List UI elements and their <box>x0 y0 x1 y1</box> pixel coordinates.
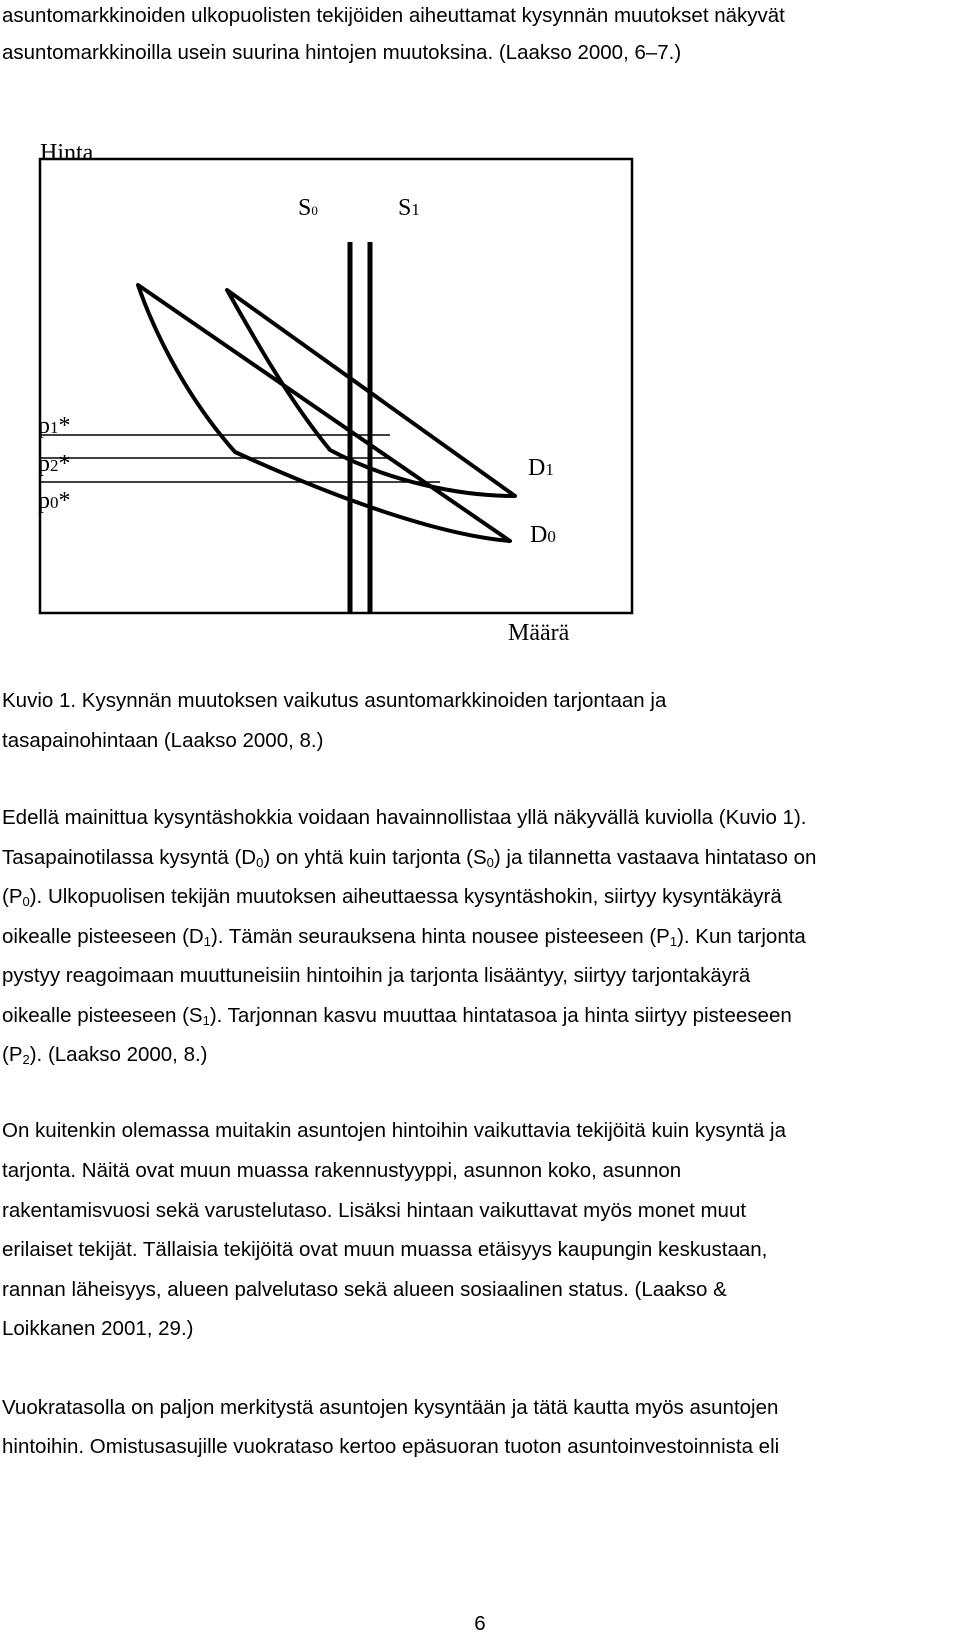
intro-line-2: asuntomarkkinoilla usein suurina hintojen muutoksina. (Laakso 2000, 6–7.) <box>2 41 682 64</box>
paragraph-2-line-2: tarjonta. Näitä ovat muun muassa rakennustyyppi, asunnon koko, asunnon <box>2 1159 682 1182</box>
paragraph-2-line-4: erilaiset tekijät. Tällaisia tekijöitä ovat muun muassa etäisyys kaupungin keskustaan, <box>2 1238 768 1261</box>
paragraph-1-line-2: Tasapainotilassa kysyntä $(D_0)$ on yhtä kuin tarjonta $(S_0)$ ja tilannetta vastaava hintataso on <box>2 846 817 870</box>
paragraph-3-line-2: hintoihin. Omistusasujille vuokrataso kertoo epäsuoran tuoton asuntoinvestoinnista eli <box>2 1435 780 1458</box>
y-axis-label: Hinta <box>40 140 94 166</box>
intro-line-1: asuntomarkkinoiden ulkopuolisten tekijöiden aiheuttamat kysynnän muutokset näkyvät <box>2 4 785 27</box>
paragraph-1-line-1: Edellä mainittua kysyntäshokkia voidaan havainnollistaa yllä näkyvällä kuviolla (Kuvio 1). <box>2 806 807 829</box>
paragraph-1-line-6: oikealle pisteeseen $(S_1)$. Tarjonnan kasvu muuttaa hintatasoa ja hinta siirtyy pisteeseen <box>2 1004 792 1028</box>
paragraph-2-line-5: rannan läheisyys, alueen palvelutaso sekä alueen sosiaalinen status. (Laakso & <box>2 1278 727 1301</box>
x-axis-label: Määrä <box>508 620 570 646</box>
label-d0: D0 <box>530 522 556 548</box>
demand-curve-d0 <box>138 285 510 541</box>
supply-demand-figure <box>0 130 640 680</box>
paragraph-2-line-3: rakentamisvuosi sekä varustelutaso. Lisäksi hintaan vaikuttavat myös monet muut <box>2 1199 747 1222</box>
paragraph-2-line-6: Loikkanen 2001, 29.) <box>2 1317 194 1340</box>
paragraph-3-line-1: Vuokratasolla on paljon merkitystä asuntojen kysyntään ja tätä kautta myös asuntojen <box>2 1396 779 1419</box>
label-s0: S0 <box>298 195 318 221</box>
figure-caption-line-2: tasapainohintaan (Laakso 2000, 8.) <box>2 729 324 752</box>
paragraph-1-line-5: pystyy reagoimaan muuttuneisiin hintoihin ja tarjonta lisääntyy, siirtyy tarjontakäyrä <box>2 964 751 987</box>
paragraph-1-line-3: $(P_0)$. Ulkopuolisen tekijän muutoksen aiheuttaessa kysyntäshokin, siirtyy kysyntäkäyrä <box>2 885 782 909</box>
supply-demand-diagram <box>0 130 640 680</box>
paragraph-1-line-7: $(P_2)$. (Laakso 2000, 8.) <box>2 1043 208 1067</box>
label-d1: D1 <box>528 455 554 481</box>
page-number: 6 <box>474 1612 486 1635</box>
label-p2: p2* <box>38 451 71 477</box>
paragraph-2-line-1: On kuitenkin olemassa muitakin asuntojen hintoihin vaikuttavia tekijöitä kuin kysyntä ja <box>2 1119 786 1142</box>
label-p1: p1* <box>38 413 71 439</box>
label-p0: p0* <box>38 488 71 514</box>
label-s1: S1 <box>398 195 420 221</box>
paragraph-1-line-4: oikealle pisteeseen $(D_1)$. Tämän seurauksena hinta nousee pisteeseen $(P_1)$. Kun tarjonta <box>2 925 806 949</box>
figure-caption-line-1: Kuvio 1. Kysynnän muutoksen vaikutus asuntomarkkinoiden tarjontaan ja <box>2 689 667 712</box>
